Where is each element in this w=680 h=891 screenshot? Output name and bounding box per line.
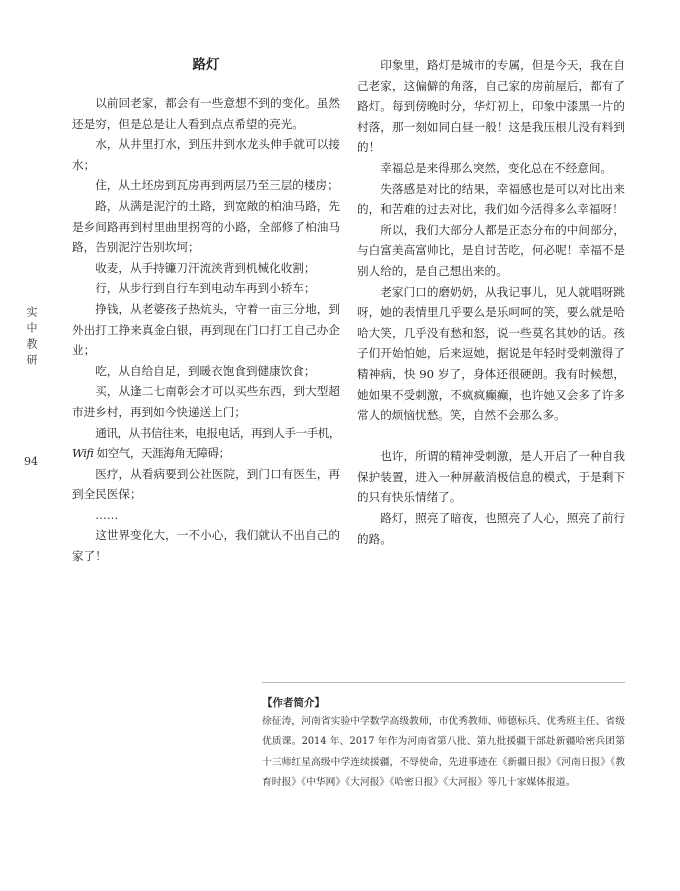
paragraph: 水，从井里打水，到压井到水龙头伸手就可以接水； — [72, 137, 340, 172]
paragraph: 挣钱，从老婆孩子热炕头，守着一亩三分地，到外出打工挣来真金白银，再到现在门口打工自己办企业； — [72, 301, 340, 358]
section-label: 实中教研 — [25, 306, 38, 370]
paragraph-text: 通讯，从书信往来，电报电话，再到人手一手机， — [95, 425, 340, 440]
blank-line — [357, 426, 625, 447]
paragraph: 路灯，照亮了暗夜，也照亮了人心，照亮了前行的路。 — [357, 511, 625, 546]
paragraph: 行，从步行到自行车到电动车再到小轿车； — [95, 281, 316, 296]
wifi-term: Wifi — [72, 446, 94, 461]
paragraph: 收麦，从手持镰刀汗流浃背到机械化收割； — [95, 260, 316, 275]
divider — [262, 682, 625, 683]
right-column — [357, 55, 625, 549]
paragraph: 吃，从自给自足，到暖衣饱食到健康饮食； — [95, 363, 316, 378]
page-number: 94 — [24, 455, 38, 468]
paragraph: 所以，我们大部分人都是正态分布的中间部分，与白富美高富帅比，是自讨苦吃，何必呢！幸福不是别人给的，是自己想出来的。 — [357, 222, 625, 278]
paragraph: 幸福总是来得那么突然，变化总在不经意间。 — [380, 160, 613, 175]
paragraph-text: 如空气，天涯海角无障碍； — [93, 446, 230, 461]
paragraph: 买，从逢二七南彰会才可以买些东西，到大型超市进乡村，再到如今快递送上门； — [72, 384, 340, 419]
author-bio: 徐征涛，河南省实验中学数学高级教师，市优秀教师、师德标兵、优秀班主任、省级优质课。2014 年、2017 年作为河南省第八批、第九批援疆干部赴新疆哈密兵团第十三师红星高级中学连续援疆，不辱使命，先进事迹在《新疆日报》《河南日报》《教育时报》《中华网》《大河报》《哈密日报》《大河报》等几十家媒体报道。 — [262, 716, 625, 788]
paragraph: 印象里，路灯是城市的专属，但是今天，我在自己老家，这偏僻的角落，自己家的房前屋后，都有了路灯。每到傍晚时分，华灯初上，印象中漆黑一片的村落，那一刻如同白昼一般！这是我压根儿没有料到的！ — [357, 58, 625, 155]
paragraph-communication — [72, 423, 340, 464]
paragraph: 这世界变化大，一不小心，我们就认不出自己的家了！ — [72, 528, 340, 564]
paragraph: 也许，所谓的精神受刺激，是人开启了一种自我保护装置，进入一种屏蔽消极信息的模式，于是剩下的只有快乐情绪了。 — [357, 449, 625, 505]
author-bio-heading: 【作者简介】 — [262, 697, 325, 709]
paragraph: 医疗，从看病要到公社医院，到门口有医生，再到全民医保； — [72, 466, 340, 502]
paragraph: 老家门口的磨奶奶，从我记事儿，见人就唱呀跳呀，她的表情里几乎要么是乐呵呵的笑，要么就是哈哈大笑，几乎没有愁和怒，说一些莫名其妙的话。孩子们开始怕她，后来逗她，据说是年轻时受刺激得了精神病，快 90 岁了，身体还很硬朗。我有时候想，她如果不受刺激，不疯疯癫癫，也许她又会多了许多常人的烦恼忧愁。笑，自然不会那么多。 — [357, 284, 625, 423]
ellipsis: …… — [95, 507, 119, 522]
left-column — [72, 93, 340, 567]
paragraph: 路，从满是泥泞的土路，到宽敞的柏油马路，先是乡间路再到村里曲里拐弯的小路，全部修了柏油马路，告别泥泞告别坎坷； — [72, 198, 340, 255]
paragraph: 失落感是对比的结果，幸福感也是可以对比出来的，和苦难的过去对比，我们如今活得多么幸福呀！ — [357, 181, 625, 217]
paragraph: 住，从土坯房到瓦房再到两层乃至三层的楼房； — [95, 178, 339, 193]
paragraph: 以前回老家，都会有一些意想不到的变化。虽然还是穷，但是总是让人看到点点希望的亮光。 — [72, 96, 340, 131]
article-title: 路灯 — [192, 57, 220, 73]
